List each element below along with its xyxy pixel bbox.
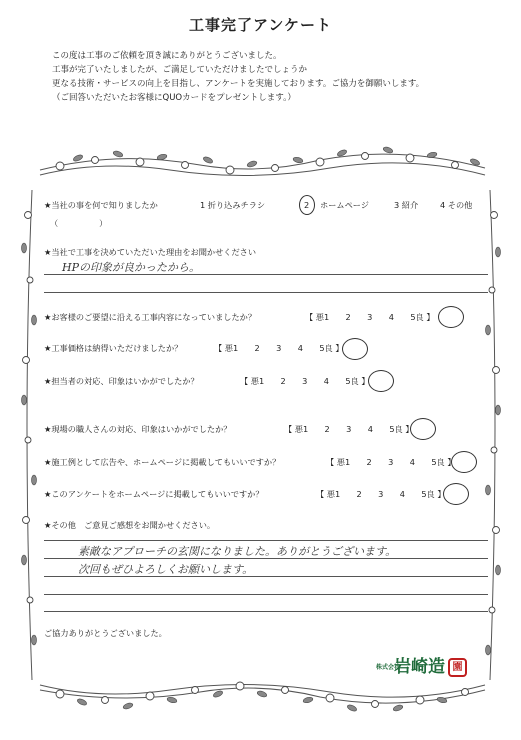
q1-option-2[interactable]: 2 [304, 200, 310, 210]
selection-circle [342, 338, 368, 360]
answer-line [44, 594, 488, 595]
answer-line [44, 540, 488, 541]
rating-question: ★お客様のご要望に沿える工事内容になっていましたか？ [44, 312, 257, 322]
closing-text: ご協力ありがとうございました。 [44, 628, 167, 638]
other-answer-line[interactable]: 素敵なアプローチの玄関になりました。ありがとうございます。 [78, 545, 397, 558]
rating-scale[interactable]: 【 悪1 2 3 4 5良 】 [214, 343, 344, 353]
rating-scale[interactable]: 【 悪1 2 3 4 5良 】 [240, 376, 370, 386]
rating-question: ★工事価格は納得いただけましたか？ [44, 343, 183, 353]
logo-mark-icon: 園 [448, 658, 467, 677]
q1-option[interactable]: 1 折り込みチラシ [200, 200, 266, 210]
other-answer-line[interactable]: 次回もぜひよろしくお願いします。 [78, 563, 254, 576]
selection-circle [368, 370, 394, 392]
q2-text: ★当社で工事を決めていただいた理由をお聞かせください [44, 247, 257, 257]
rating-scale[interactable]: 【 悪1 2 3 4 5良 】 [326, 457, 456, 467]
intro-line: 工事が完了いたしましたが、ご満足していただけましたでしょうか [52, 65, 308, 75]
intro-line: 更なる技術・サービスの向上を目指し、アンケートを実施しております。ご協力を御願いします。 [52, 79, 425, 89]
q1-text: ★当社の事を何で知りましたか [44, 200, 158, 210]
q1-option[interactable]: 3 紹介 [394, 200, 419, 210]
logo-name: 岩崎造 [394, 657, 445, 677]
rating-scale[interactable]: 【 悪1 2 3 4 5良 】 [316, 489, 446, 499]
page-title: 工事完了アンケート [188, 16, 333, 34]
rating-question: ★このアンケートをホームページに掲載してもいいですか？ [44, 489, 264, 499]
logo-corp-label: 株式会社 [376, 664, 401, 671]
rating-question: ★現場の職人さんの対応、印象はいかがでしたか？ [44, 424, 232, 434]
selection-circle [410, 418, 436, 440]
selection-circle [438, 306, 464, 328]
answer-line [44, 611, 488, 612]
q2-answer[interactable]: HPの印象が良かったから。 [62, 261, 200, 274]
q1-other-field[interactable]: （ ） [50, 218, 108, 228]
rating-question: ★施工例として広告や、ホームページに掲載してもいいですか？ [44, 457, 281, 467]
selection-circle [443, 483, 469, 505]
answer-line [44, 558, 488, 559]
q-other-text: ★その他 ご意見ご感想をお聞かせください。 [44, 520, 216, 530]
intro-line: この度は工事のご依頼を頂き誠にありがとうございました。 [52, 51, 282, 61]
answer-line [44, 292, 488, 293]
company-logo [376, 652, 467, 677]
intro-line: （ご回答いただいたお客様にQUOカードをプレゼントします。） [52, 93, 296, 103]
q1-option[interactable]: ホームページ [320, 200, 369, 210]
rating-scale[interactable]: 【 悪1 2 3 4 5良 】 [305, 312, 435, 322]
answer-line [44, 274, 488, 275]
rating-scale[interactable]: 【 悪1 2 3 4 5良 】 [284, 424, 414, 434]
selection-circle [451, 451, 477, 473]
answer-line [44, 576, 488, 577]
q1-option[interactable]: 4 その他 [440, 200, 473, 210]
selection-circle [299, 195, 315, 215]
rating-question: ★担当者の対応、印象はいかがでしたか？ [44, 376, 199, 386]
